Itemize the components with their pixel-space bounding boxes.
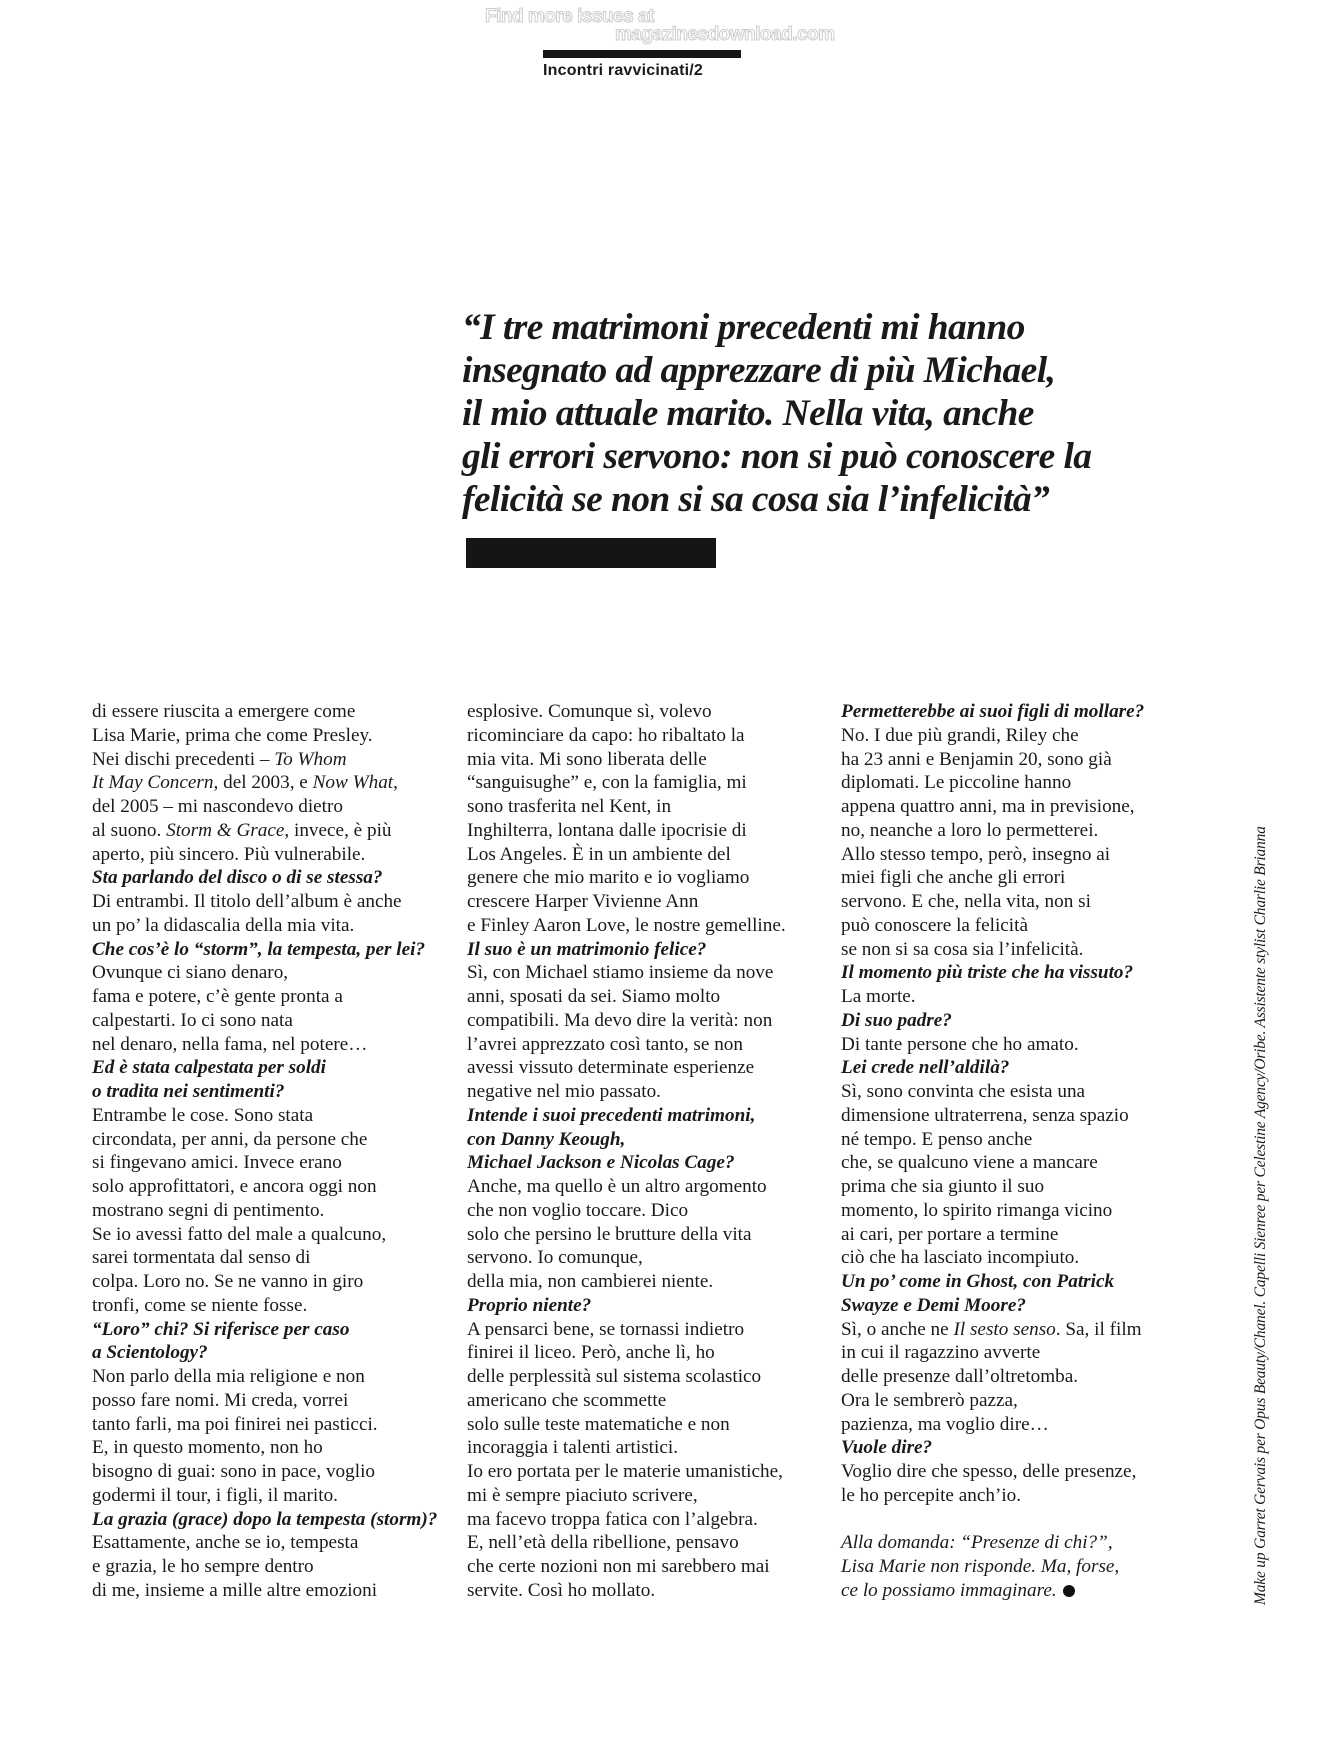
- article-line: [92, 1175, 472, 1199]
- article-text: “sanguisughe” e, con la famiglia, mi: [467, 772, 747, 794]
- article-text: dimensione ultraterrena, senza spazio: [841, 1104, 1129, 1126]
- article-line: [467, 1436, 847, 1460]
- article-line: [92, 1413, 472, 1437]
- article-text: It May Concern: [92, 772, 214, 794]
- article-text: un po’ la didascalia della mia vita.: [92, 914, 355, 936]
- article-line: [841, 1033, 1221, 1057]
- article-line: [92, 1436, 472, 1460]
- article-text: Los Angeles. È in un ambiente del: [467, 843, 731, 865]
- article-line: [467, 1460, 847, 1484]
- article-line: [467, 1318, 847, 1342]
- end-mark-icon: [1063, 1585, 1075, 1597]
- article-line: [467, 985, 847, 1009]
- article-line: [467, 1080, 847, 1104]
- article-line: [467, 700, 847, 724]
- article-text: no, neanche a loro lo permetterei.: [841, 819, 1099, 841]
- article-text: tanto farli, ma poi finirei nei pasticci.: [92, 1413, 378, 1435]
- interview-question: Il momento più triste che ha vissuto?: [841, 962, 1134, 984]
- article-text: del 2005 – mi nascondevo dietro: [92, 796, 343, 817]
- article-text: diplomati. Le piccoline hanno: [841, 772, 1072, 794]
- article-text: né tempo. E penso anche: [841, 1128, 1033, 1150]
- article-text: Se io avessi fatto del male a qualcuno,: [92, 1223, 387, 1245]
- article-text: servono. Io comunque,: [467, 1247, 643, 1269]
- article-text: prima che sia giunto il suo: [841, 1176, 1045, 1197]
- article-text: Il sesto senso: [953, 1318, 1056, 1340]
- article-line: [467, 1555, 847, 1579]
- article-line: [92, 1341, 472, 1365]
- article-text: le ho percepite anch’io.: [841, 1484, 1022, 1506]
- article-text: Entrambe le cose. Sono stata: [92, 1104, 314, 1126]
- article-text: godermi il tour, i figli, il marito.: [92, 1484, 338, 1506]
- article-line: [92, 1270, 472, 1294]
- article-text: Ovunque ci siano denaro,: [92, 962, 289, 984]
- interview-question: o tradita nei sentimenti?: [92, 1081, 285, 1102]
- article-line: [841, 1579, 1221, 1603]
- article-line: [467, 914, 847, 938]
- article-line: [92, 1318, 472, 1342]
- article-text: crescere Harper Vivienne Ann: [467, 891, 699, 912]
- article-line: [92, 1531, 472, 1555]
- article-line: [92, 1389, 472, 1413]
- article-line: [467, 1223, 847, 1247]
- article-line: [841, 985, 1221, 1009]
- article-text: delle presenze dall’oltretomba.: [841, 1366, 1079, 1387]
- article-line: [92, 1080, 472, 1104]
- interview-question: Vuole dire?: [841, 1437, 933, 1459]
- article-line: [841, 1413, 1221, 1437]
- article-line: [467, 843, 847, 867]
- article-text: Io ero portata per le materie umanistiche,: [467, 1461, 783, 1482]
- article-line: [467, 1104, 847, 1128]
- article-text: solo sulle teste matematiche e non: [467, 1413, 730, 1435]
- article-line: [841, 1389, 1221, 1413]
- article-text: Nei dischi precedenti –: [92, 748, 275, 770]
- interview-question: Proprio niente?: [467, 1294, 592, 1316]
- article-line: [841, 1531, 1221, 1555]
- article-line: [92, 938, 472, 962]
- article-line: [92, 961, 472, 985]
- article-line: [467, 961, 847, 985]
- interview-question: Un po’ come in Ghost, con Patrick: [841, 1271, 1115, 1292]
- article-text: Esattamente, anche se io, tempesta: [92, 1532, 359, 1554]
- article-line: [841, 1436, 1221, 1460]
- interview-question: Il suo è un matrimonio felice?: [467, 938, 707, 960]
- article-line: [841, 1199, 1221, 1223]
- article-line: [841, 1223, 1221, 1247]
- article-text: e grazia, le ho sempre dentro: [92, 1556, 314, 1577]
- article-line: [92, 1128, 472, 1152]
- interview-question: “Loro” chi? Si riferisce per caso: [92, 1318, 350, 1340]
- article-text: nel denaro, nella fama, nel potere…: [92, 1033, 368, 1055]
- article-text: , del 2003, e: [213, 772, 313, 794]
- article-line: [841, 1175, 1221, 1199]
- article-text: incoraggia i talenti artistici.: [467, 1437, 678, 1459]
- article-text: Ora le sembrerò pazza,: [841, 1389, 1018, 1411]
- article-text: E, nell’età della ribellione, pensavo: [467, 1532, 739, 1554]
- article-line: [467, 1175, 847, 1199]
- article-line: [467, 795, 847, 819]
- article-line: [92, 1246, 472, 1270]
- interview-question: Che cos’è lo “storm”, la tempesta, per lei?: [92, 938, 426, 960]
- article-text: Lisa Marie, prima che come Presley.: [92, 724, 373, 746]
- article-text: Sì, o anche ne: [841, 1318, 954, 1340]
- article-line: [92, 843, 472, 867]
- article-text: , invece, è più: [284, 819, 392, 841]
- article-line: [841, 771, 1221, 795]
- article-line: [841, 1460, 1221, 1484]
- interview-question: Intende i suoi precedenti matrimoni,: [467, 1104, 756, 1126]
- article-line: [92, 1104, 472, 1128]
- article-column-1: [92, 700, 472, 1603]
- article-line: [467, 1128, 847, 1152]
- article-text: esplosive. Comunque sì, volevo: [467, 701, 712, 722]
- article-text: ai cari, per portare a termine: [841, 1223, 1059, 1245]
- article-text: che non voglio toccare. Dico: [467, 1199, 689, 1221]
- article-line: [841, 1365, 1221, 1389]
- article-column-2: [467, 700, 847, 1603]
- article-line: [841, 819, 1221, 843]
- article-column-3: [841, 700, 1221, 1603]
- article-line: [841, 843, 1221, 867]
- article-text: americano che scommette: [467, 1389, 667, 1411]
- article-line: [92, 1199, 472, 1223]
- article-text: solo approfittatori, e ancora oggi non: [92, 1176, 377, 1197]
- article-text: To Whom: [274, 748, 347, 770]
- article-line: [92, 700, 472, 724]
- article-text: . Sa, il film: [1055, 1318, 1142, 1340]
- article-text: Storm & Grace: [166, 819, 285, 841]
- article-line: [467, 938, 847, 962]
- interview-question: Lei crede nell’aldilà?: [841, 1057, 1010, 1079]
- article-line: [92, 1033, 472, 1057]
- article-line: [841, 1294, 1221, 1318]
- article-line: [841, 961, 1221, 985]
- article-line: [92, 724, 472, 748]
- article-line: [92, 985, 472, 1009]
- article-line: [92, 866, 472, 890]
- article-line: [467, 1531, 847, 1555]
- article-text: solo che persino le brutture della vita: [467, 1223, 752, 1245]
- article-text: di me, insieme a mille altre emozioni: [92, 1579, 378, 1601]
- article-line: [467, 748, 847, 772]
- article-text: si fingevano amici. Invece erano: [92, 1152, 342, 1174]
- article-line: [467, 1484, 847, 1508]
- article-line: [467, 1508, 847, 1532]
- article-line: [841, 1555, 1221, 1579]
- article-text: colpa. Loro no. Se ne vanno in giro: [92, 1271, 364, 1292]
- article-line: [92, 819, 472, 843]
- pull-quote-line: gli errori servono: non si può conoscere la: [462, 436, 1092, 477]
- article-line: [467, 866, 847, 890]
- pull-quote: [462, 306, 1202, 521]
- article-text: ciò che ha lasciato incompiuto.: [841, 1247, 1080, 1269]
- article-line: [841, 1080, 1221, 1104]
- article-line: [467, 1246, 847, 1270]
- article-text: circondata, per anni, da persone che: [92, 1128, 368, 1150]
- article-text: Di entrambi. Il titolo dell’album è anche: [92, 891, 402, 912]
- pull-quote-bar: [466, 538, 716, 568]
- article-text: Di tante persone che ho amato.: [841, 1033, 1079, 1055]
- article-text: e Finley Aaron Love, le nostre gemelline.: [467, 914, 786, 936]
- interview-question: Ed è stata calpestata per soldi: [92, 1057, 326, 1079]
- article-line: [92, 1056, 472, 1080]
- article-text: Inghilterra, lontana dalle ipocrisie di: [467, 819, 747, 841]
- article-text: miei figli che anche gli errori: [841, 867, 1066, 889]
- article-line: [92, 1223, 472, 1247]
- article-line: [467, 1413, 847, 1437]
- article-line: [92, 1508, 472, 1532]
- article-text: ma facevo troppa fatica con l’algebra.: [467, 1508, 758, 1530]
- article-text: Non parlo della mia religione e non: [92, 1366, 365, 1387]
- article-line: [467, 1389, 847, 1413]
- article-line: [841, 1270, 1221, 1294]
- article-text: genere che mio marito e io vogliamo: [467, 867, 750, 889]
- article-line: [467, 1199, 847, 1223]
- article-line: [841, 890, 1221, 914]
- article-line: [467, 890, 847, 914]
- pull-quote-line: insegnato ad apprezzare di più Michael,: [462, 350, 1056, 391]
- article-text: No. I due più grandi, Riley che: [841, 724, 1079, 746]
- article-line: [92, 1009, 472, 1033]
- article-line: [467, 1270, 847, 1294]
- article-text: che certe nozioni non mi sarebbero mai: [467, 1556, 770, 1577]
- interview-question: Sta parlando del disco o di se stessa?: [92, 867, 383, 889]
- article-line: [841, 866, 1221, 890]
- article-line: [841, 1318, 1221, 1342]
- pull-quote-line: il mio attuale marito. Nella vita, anche: [462, 393, 1034, 434]
- article-line: [92, 1294, 472, 1318]
- interview-question: Di suo padre?: [841, 1009, 952, 1031]
- article-text: bisogno di guai: sono in pace, voglio: [92, 1461, 375, 1482]
- article-text: aperto, più sincero. Più vulnerabile.: [92, 843, 366, 865]
- article-text: sarei tormentata dal senso di: [92, 1247, 311, 1269]
- article-text: finirei il liceo. Però, anche lì, ho: [467, 1342, 715, 1364]
- article-text: tronfi, come se niente fosse.: [92, 1294, 308, 1316]
- pull-quote-line: “I tre matrimoni precedenti mi hanno: [462, 307, 1025, 348]
- interview-question: a Scientology?: [92, 1342, 208, 1364]
- section-label: Incontri ravvicinati/2: [543, 62, 704, 79]
- article-text: l’avrei apprezzato così tanto, se non: [467, 1033, 743, 1055]
- article-text: La morte.: [841, 986, 916, 1007]
- article-text: fama e potere, c’è gente pronta a: [92, 986, 343, 1007]
- article-text: Alla domanda: “Presenze di chi?”,: [841, 1532, 1113, 1554]
- article-text: ,: [393, 772, 398, 794]
- article-text: Sì, con Michael stiamo insieme da nove: [467, 962, 774, 984]
- article-line: [467, 724, 847, 748]
- article-text: pazienza, ma voglio dire…: [841, 1413, 1049, 1435]
- interview-question: Michael Jackson e Nicolas Cage?: [467, 1152, 735, 1174]
- article-text: momento, lo spirito rimanga vicino: [841, 1199, 1113, 1221]
- watermark-line-1: Find more issues at: [485, 6, 654, 27]
- article-text: delle perplessità sul sistema scolastico: [467, 1366, 762, 1387]
- article-line: [467, 1341, 847, 1365]
- article-line: [467, 771, 847, 795]
- article-text: appena quattro anni, ma in previsione,: [841, 796, 1135, 817]
- article-line: [841, 748, 1221, 772]
- pull-quote-line: felicità se non si sa cosa sia l’infelicità”: [462, 479, 1050, 520]
- article-line: [92, 748, 472, 772]
- article-line: [841, 1246, 1221, 1270]
- article-text: può conoscere la felicità: [841, 914, 1028, 936]
- article-line: [841, 938, 1221, 962]
- watermark-line-2: magazinesdownload.com: [615, 24, 835, 45]
- article-text: negative nel mio passato.: [467, 1081, 661, 1102]
- article-line: [841, 1484, 1221, 1508]
- article-text: che, se qualcuno viene a mancare: [841, 1152, 1098, 1174]
- article-line: [92, 795, 472, 819]
- article-line: [467, 1365, 847, 1389]
- article-line: [841, 700, 1221, 724]
- article-line: [841, 914, 1221, 938]
- article-text: Voglio dire che spesso, delle presenze,: [841, 1461, 1137, 1482]
- interview-question: con Danny Keough,: [467, 1128, 626, 1150]
- photo-credit: Make up Garret Gervais per Opus Beauty/Chanel. Capelli Sienree per Celestine Agency/Oribe. Assistente stylist Charlie Brianna: [1252, 826, 1269, 1605]
- article-text: ha 23 anni e Benjamin 20, sono già: [841, 748, 1112, 770]
- article-text: Allo stesso tempo, però, insegno ai: [841, 843, 1111, 865]
- section-rule: [543, 50, 741, 58]
- article-text: servono. E che, nella vita, non si: [841, 891, 1091, 912]
- article-line: [467, 1009, 847, 1033]
- article-text: Now What: [312, 772, 394, 794]
- article-line: [467, 819, 847, 843]
- article-text: in cui il ragazzino avverte: [841, 1342, 1041, 1364]
- article-text: calpestarti. Io ci sono nata: [92, 1009, 293, 1031]
- article-line: [92, 890, 472, 914]
- article-text: se non si sa cosa sia l’infelicità.: [841, 938, 1084, 960]
- article-line: [841, 724, 1221, 748]
- article-line: [841, 1508, 1221, 1532]
- article-text: sono trasferita nel Kent, in: [467, 796, 672, 817]
- article-text: E, in questo momento, non ho: [92, 1437, 323, 1459]
- article-text: Lisa Marie non risponde. Ma, forse,: [841, 1556, 1120, 1577]
- article-line: [92, 771, 472, 795]
- article-line: [467, 1033, 847, 1057]
- article-text: della mia, non cambierei niente.: [467, 1271, 714, 1292]
- article-text: al suono.: [92, 819, 167, 841]
- article-line: [841, 1056, 1221, 1080]
- article-text: posso fare nomi. Mi creda, vorrei: [92, 1389, 349, 1411]
- article-line: [841, 795, 1221, 819]
- article-text: compatibili. Ma devo dire la verità: non: [467, 1009, 773, 1031]
- article-line: [92, 1484, 472, 1508]
- article-text: A pensarci bene, se tornassi indietro: [467, 1318, 745, 1340]
- article-line: [467, 1151, 847, 1175]
- article-line: [841, 1151, 1221, 1175]
- interview-question: Swayze e Demi Moore?: [841, 1294, 1026, 1316]
- article-line: [92, 1151, 472, 1175]
- article-text: mia vita. Mi sono liberata delle: [467, 748, 707, 770]
- article-text: Sì, sono convinta che esista una: [841, 1081, 1086, 1102]
- article-line: [92, 1555, 472, 1579]
- article-line: [92, 1460, 472, 1484]
- article-text: ricominciare da capo: ho ribaltato la: [467, 724, 745, 746]
- article-line: [92, 1365, 472, 1389]
- interview-question: La grazia (grace) dopo la tempesta (storm)?: [92, 1508, 438, 1530]
- article-text: ce lo possiamo immaginare.: [841, 1579, 1057, 1601]
- article-text: avessi vissuto determinate esperienze: [467, 1057, 755, 1079]
- article-text: mi è sempre piaciuto scrivere,: [467, 1484, 698, 1506]
- article-line: [841, 1128, 1221, 1152]
- article-text: servite. Così ho mollato.: [467, 1579, 656, 1601]
- article-line: [841, 1009, 1221, 1033]
- article-text: di essere riuscita a emergere come: [92, 701, 356, 722]
- article-line: [467, 1294, 847, 1318]
- article-text: anni, sposati da sei. Siamo molto: [467, 986, 721, 1007]
- article-line: [841, 1341, 1221, 1365]
- article-line: [92, 1579, 472, 1603]
- article-text: mostrano segni di pentimento.: [92, 1199, 325, 1221]
- article-line: [467, 1579, 847, 1603]
- interview-question: Permetterebbe ai suoi figli di mollare?: [841, 701, 1145, 722]
- article-line: [467, 1056, 847, 1080]
- article-line: [92, 914, 472, 938]
- article-text: Anche, ma quello è un altro argomento: [467, 1176, 767, 1197]
- article-line: [841, 1104, 1221, 1128]
